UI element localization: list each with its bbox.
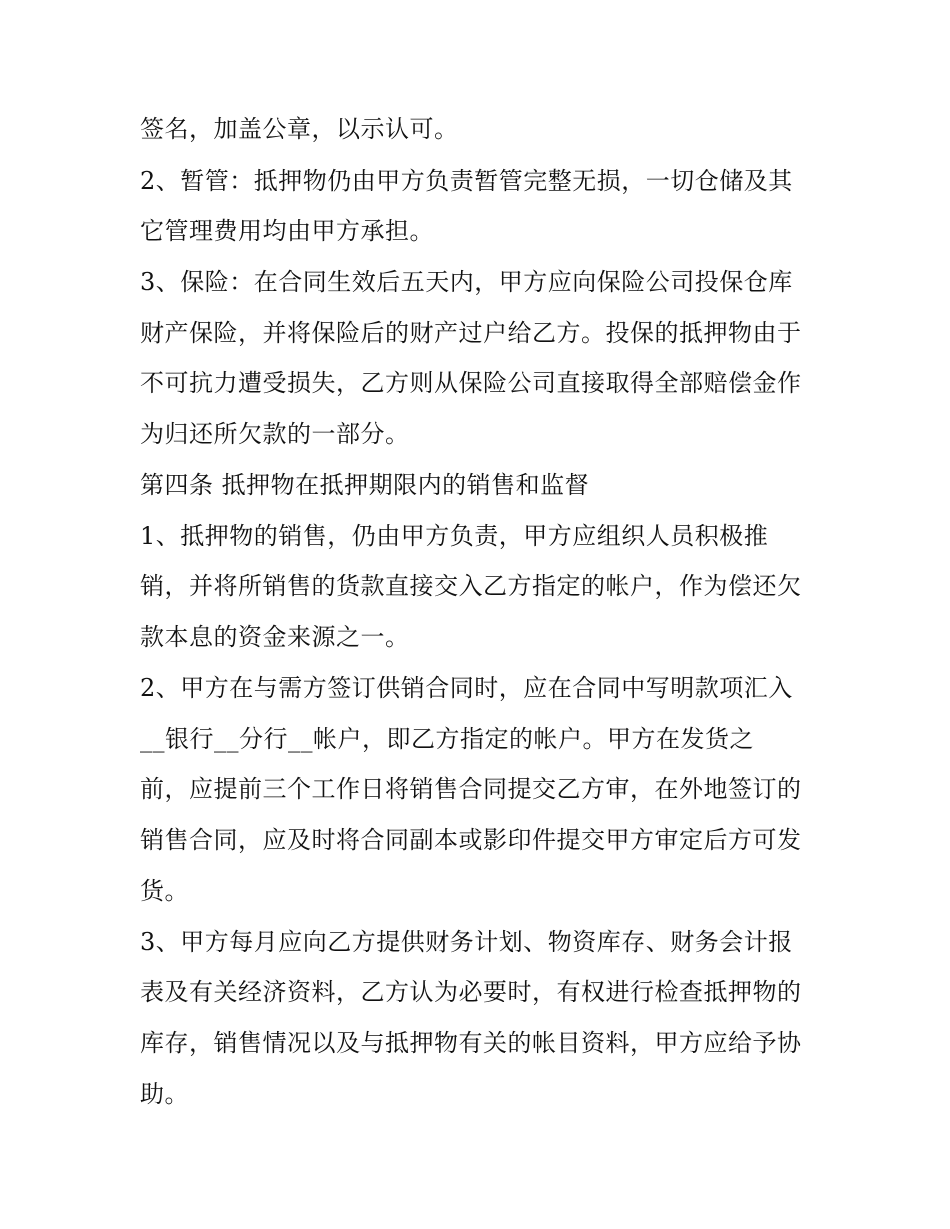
text-line: 销，并将所销售的货款直接交入乙方指定的帐户，作为偿还欠 xyxy=(140,572,802,600)
text-line: 助。 xyxy=(140,1080,189,1108)
text-line: 1、抵押物的销售，仍由甲方负责，甲方应组织人员积极推 xyxy=(140,522,769,550)
text-line: 2、暂管：抵押物仍由甲方负责暂管完整无损，一切仓储及其 xyxy=(140,167,793,195)
text-line: 表及有关经济资料，乙方认为必要时，有权进行检查抵押物的 xyxy=(140,978,802,1006)
text-line: 签名，加盖公章，以示认可。 xyxy=(140,115,459,143)
text-line: 3、甲方每月应向乙方提供财务计划、物资库存、财务会计报 xyxy=(140,928,793,956)
text-line: 款本息的资金来源之一。 xyxy=(140,623,410,651)
text-line: __银行__分行__帐户，即乙方指定的帐户。甲方在发货之 xyxy=(140,725,754,753)
text-line: 为归还所欠款的一部分。 xyxy=(140,420,410,448)
text-line: 财产保险，并将保险后的财产过户给乙方。投保的抵押物由于 xyxy=(140,319,802,347)
text-line: 销售合同，应及时将合同副本或影印件提交甲方审定后方可发 xyxy=(140,826,802,854)
text-line: 2、甲方在与需方签订供销合同时，应在合同中写明款项汇入 xyxy=(140,674,793,702)
text-line: 货。 xyxy=(140,877,189,905)
text-line: 前，应提前三个工作日将销售合同提交乙方审，在外地签订的 xyxy=(140,775,802,803)
section-heading: 第四条 抵押物在抵押期限内的销售和监督 xyxy=(140,471,590,499)
text-line: 它管理费用均由甲方承担。 xyxy=(140,217,434,245)
text-line: 库存，销售情况以及与抵押物有关的帐目资料，甲方应给予协 xyxy=(140,1029,802,1057)
text-line: 3、保险：在合同生效后五天内，甲方应向保险公司投保仓库 xyxy=(140,268,793,296)
text-line: 不可抗力遭受损失，乙方则从保险公司直接取得全部赔偿金作 xyxy=(140,369,802,397)
